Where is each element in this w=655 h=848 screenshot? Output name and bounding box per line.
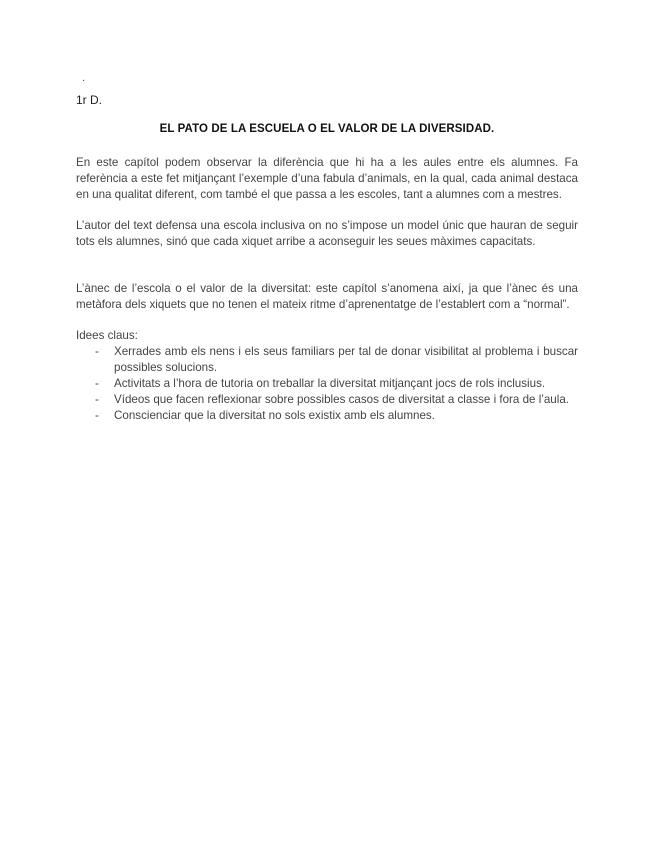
bullet-dash: - [95,345,99,358]
class-label: 1r D. [76,93,103,107]
ideas-heading: Idees claus: [76,329,138,342]
list-item-text: Conscienciar que la diversitat no sols existix amb els alumnes. [114,409,435,422]
ideas-list [76,344,578,424]
document-title: EL PATO DE LA ESCUELA O EL VALOR DE LA DIVERSIDAD. [159,123,495,135]
list-item-text: Activitats a l’hora de tutoria on treballar la diversitat mitjançant jocs de rols inclusius. [114,377,546,390]
page-marker: . [82,72,86,84]
paragraph-intro: En este capítol podem observar la diferència que hi ha a les aules entre els alumnes. Fa referència a este fet mitjançant l’exemple d’una fabula d’animals, en la qual, cada animal destaca en una qualitat diferent, com també el que passa a les escoles, tant a alumnes com a mestres. [76,156,578,201]
paragraph-metaphor: L’ànec de l’escola o el valor de la diversitat: este capítol s’anomena així, ja que l’ànec és una metàfora dels xiquets que no tenen el mateix ritme d’aprenentatge de l’establert com a “normal”. [76,282,578,311]
bullet-dash: - [95,409,99,422]
list-item [76,392,578,408]
list-item-text: Vídeos que facen reflexionar sobre possibles casos de diversitat a classe i fora de l’aula. [114,393,569,406]
bullet-dash: - [95,377,99,390]
list-item [76,344,578,376]
paragraph-author: L’autor del text defensa una escola inclusiva on no s’impose un model únic que hauran de seguir tots els alumnes, sinó que cada xiquet arribe a aconseguir les seues màximes capacitats. [76,219,578,248]
bullet-dash: - [95,393,99,406]
list-item [76,408,578,424]
list-item-text: Xerrades amb els nens i els seus familiars per tal de donar visibilitat al problema i buscar possibles solucions. [114,345,578,374]
list-item [76,376,578,392]
